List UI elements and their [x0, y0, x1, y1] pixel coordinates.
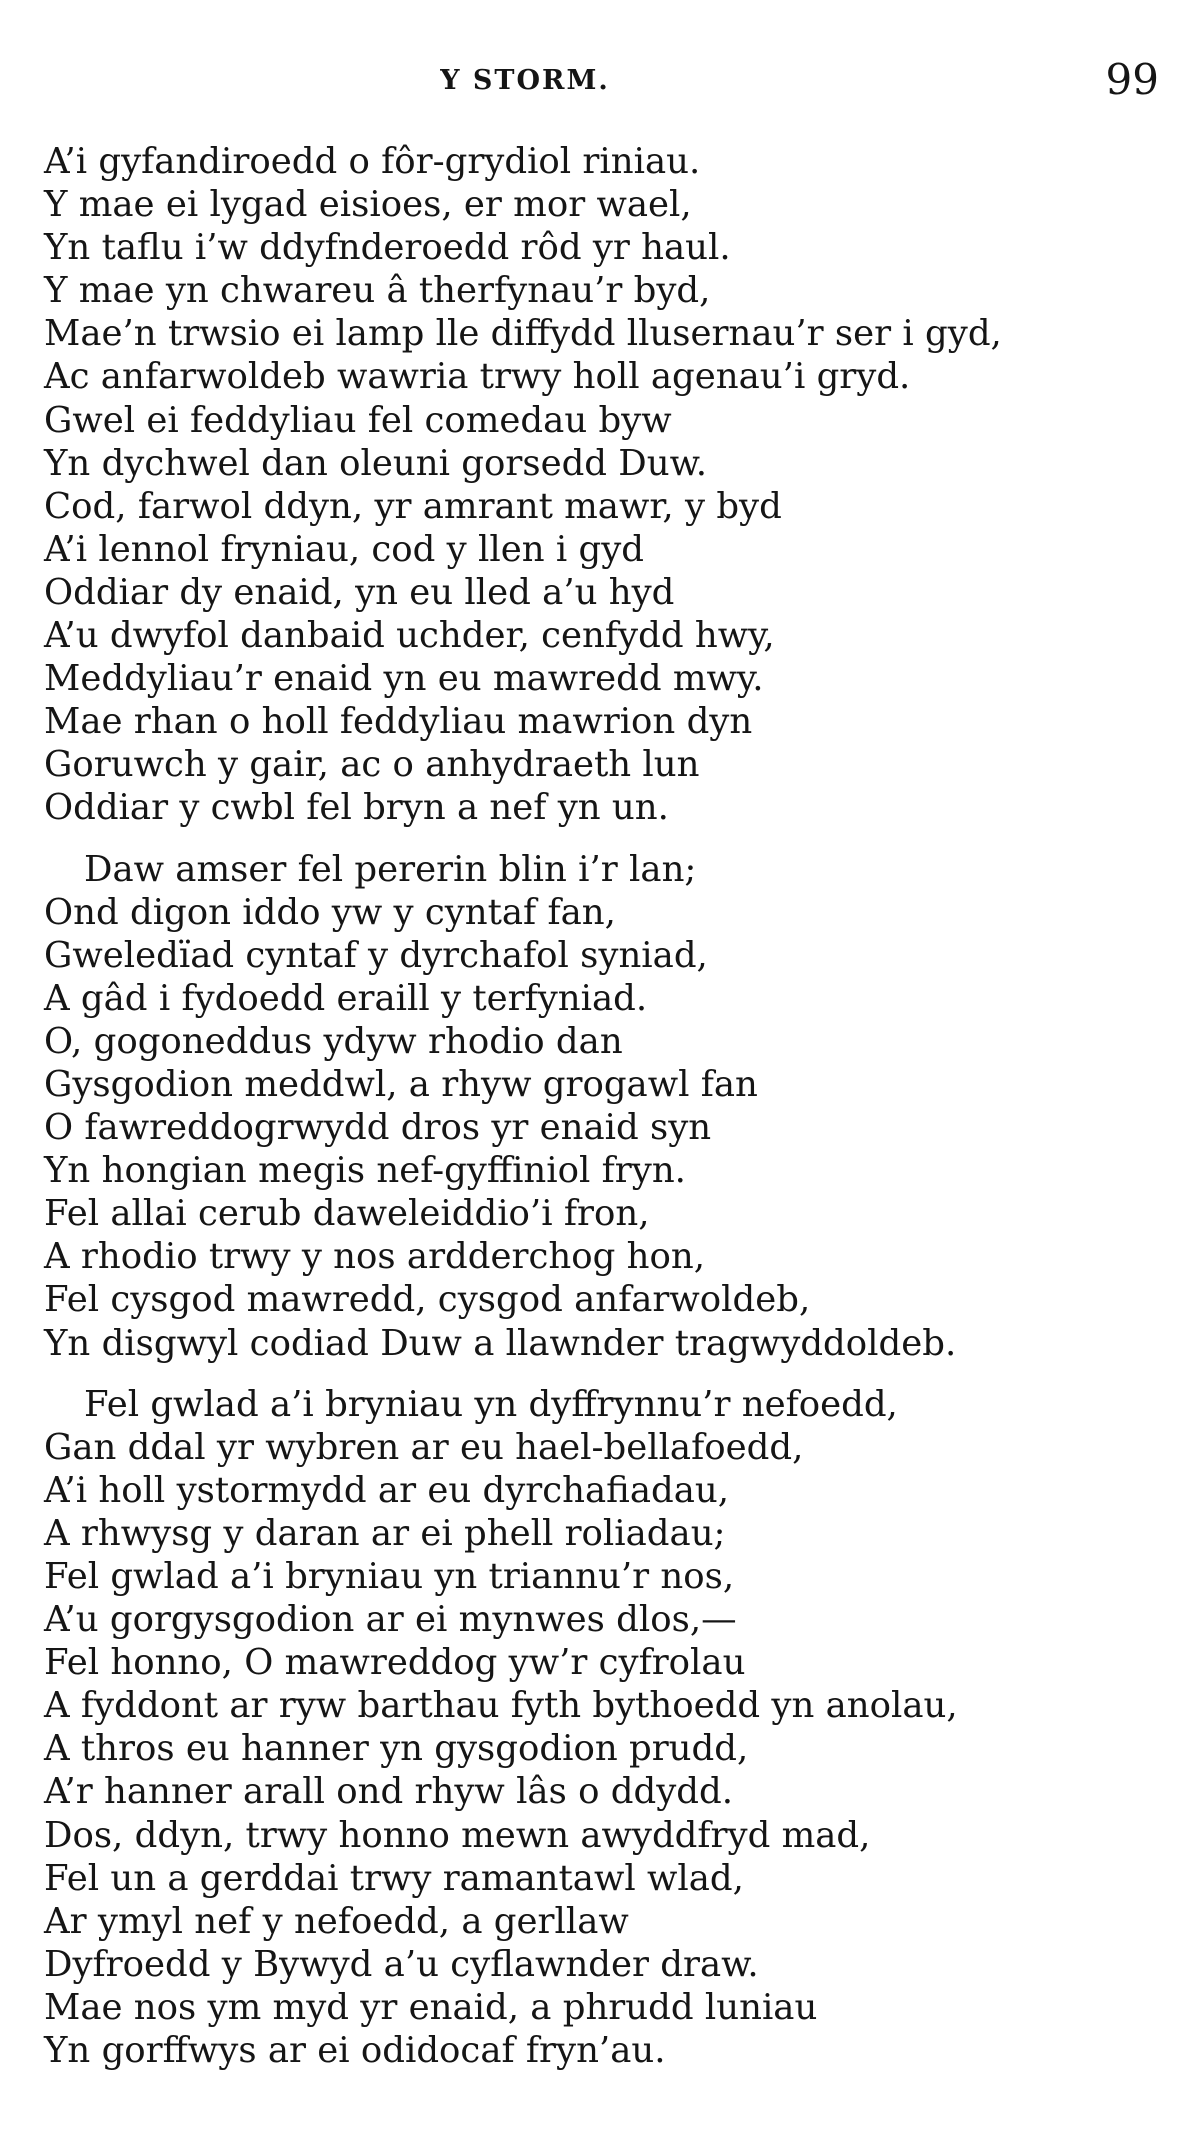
verse-line: Cod, farwol ddyn, yr amrant mawr, y byd — [44, 485, 782, 527]
verse-line: A’u gorgysgodion ar ei mynwes dlos,— — [44, 1599, 737, 1641]
running-head — [0, 55, 1179, 105]
verse-line: A’i gyfandiroedd o fôr-grydiol riniau. — [44, 141, 701, 182]
verse-line: Fel gwlad a’i bryniau yn triannu’r nos, — [44, 1556, 735, 1597]
verse-line: A gâd i fydoedd eraill y terfyniad. — [44, 977, 648, 1019]
verse-line: Ond digon iddo yw y cyntaf fan, — [44, 891, 616, 933]
verse-line: Mae’n trwsio ei lamp lle diffydd llusernau’r ser i gyd, — [44, 313, 1002, 355]
verse-line: A’i holl ystormydd ar eu dyrchafiadau, — [44, 1469, 730, 1511]
verse-line: Daw amser fel pererin blin i’r lan; — [84, 848, 697, 890]
verse-line: Ac anfarwoldeb wawria trwy holl agenau’i gryd. — [44, 356, 911, 398]
verse-line: Goruwch y gair, ac o anhydraeth lun — [44, 744, 700, 786]
verse-line: Y mae yn chwareu â therfynau’r byd, — [44, 270, 711, 312]
verse-line: Ar ymyl nef y nefoedd, a gerllaw — [44, 1900, 629, 1942]
verse-line: Oddiar y cwbl fel bryn a nef yn un. — [44, 787, 669, 829]
verse-line: Fel cysgod mawredd, cysgod anfarwoldeb, — [44, 1279, 811, 1321]
verse-line: A rhodio trwy y nos ardderchog hon, — [44, 1236, 705, 1278]
verse-line: Fel allai cerub daweleiddio’i fron, — [44, 1193, 650, 1235]
running-title: Y STORM. — [440, 65, 610, 96]
stanza-2 — [44, 848, 1154, 1365]
verse-line: A’i lennol fryniau, cod y llen i gyd — [44, 528, 645, 570]
verse-line: A’r hanner arall ond rhyw lâs o ddydd. — [44, 1771, 733, 1813]
verse-line: A fyddont ar ryw barthau fyth bythoedd yn anolau, — [44, 1685, 958, 1727]
verse-line: Fel un a gerddai trwy ramantawl wlad, — [44, 1857, 744, 1899]
verse-line: O, gogoneddus ydyw rhodio dan — [44, 1020, 623, 1062]
verse-line: Mae rhan o holl feddyliau mawrion dyn — [44, 701, 753, 743]
verse-line: A rhwysg y daran ar ei phell roliadau; — [44, 1512, 726, 1554]
poem-text — [44, 140, 1154, 2072]
page-number: 99 — [1105, 55, 1159, 104]
verse-line: Gysgodion meddwl, a rhyw grogawl fan — [44, 1063, 758, 1105]
verse-line: A thros eu hanner yn gysgodion prudd, — [44, 1728, 749, 1770]
verse-line: Gan ddal yr wybren ar eu hael-bellafoedd, — [44, 1426, 804, 1468]
stanza-1 — [44, 140, 1154, 830]
verse-line: Mae nos ym myd yr enaid, a phrudd luniau — [44, 1986, 818, 2028]
stanza-3 — [44, 1383, 1154, 2073]
verse-line: Y mae ei lygad eisioes, er mor wael, — [44, 184, 692, 226]
verse-line: Dos, ddyn, trwy honno mewn awyddfryd mad, — [44, 1814, 871, 1856]
verse-line: O fawreddogrwydd dros yr enaid syn — [44, 1107, 712, 1149]
verse-line: Fel gwlad a’i bryniau yn dyffrynnu’r nefoedd, — [84, 1383, 898, 1425]
verse-line: Yn dychwel dan oleuni gorsedd Duw. — [44, 442, 708, 484]
verse-line: Yn hongian megis nef-gyffiniol fryn. — [44, 1150, 686, 1192]
verse-line: Dyfroedd y Bywyd a’u cyflawnder draw. — [44, 1943, 759, 1985]
verse-line: Yn disgwyl codiad Duw a llawnder tragwyddoldeb. — [44, 1322, 957, 1364]
verse-line: Oddiar dy enaid, yn eu lled a’u hyd — [44, 571, 675, 613]
verse-line: Yn taflu i’w ddyfnderoedd rôd yr haul. — [44, 227, 731, 269]
verse-line: Fel honno, O mawreddog yw’r cyfrolau — [44, 1642, 746, 1684]
verse-line: Gweledïad cyntaf y dyrchafol syniad, — [44, 934, 708, 976]
verse-line: Yn gorffwys ar ei odidocaf fryn’au. — [44, 2030, 666, 2072]
verse-line: Gwel ei feddyliau fel comedau byw — [44, 399, 672, 441]
verse-line: Meddyliau’r enaid yn eu mawredd mwy. — [44, 658, 764, 700]
verse-line: A’u dwyfol danbaid uchder, cenfydd hwy, — [44, 615, 775, 657]
